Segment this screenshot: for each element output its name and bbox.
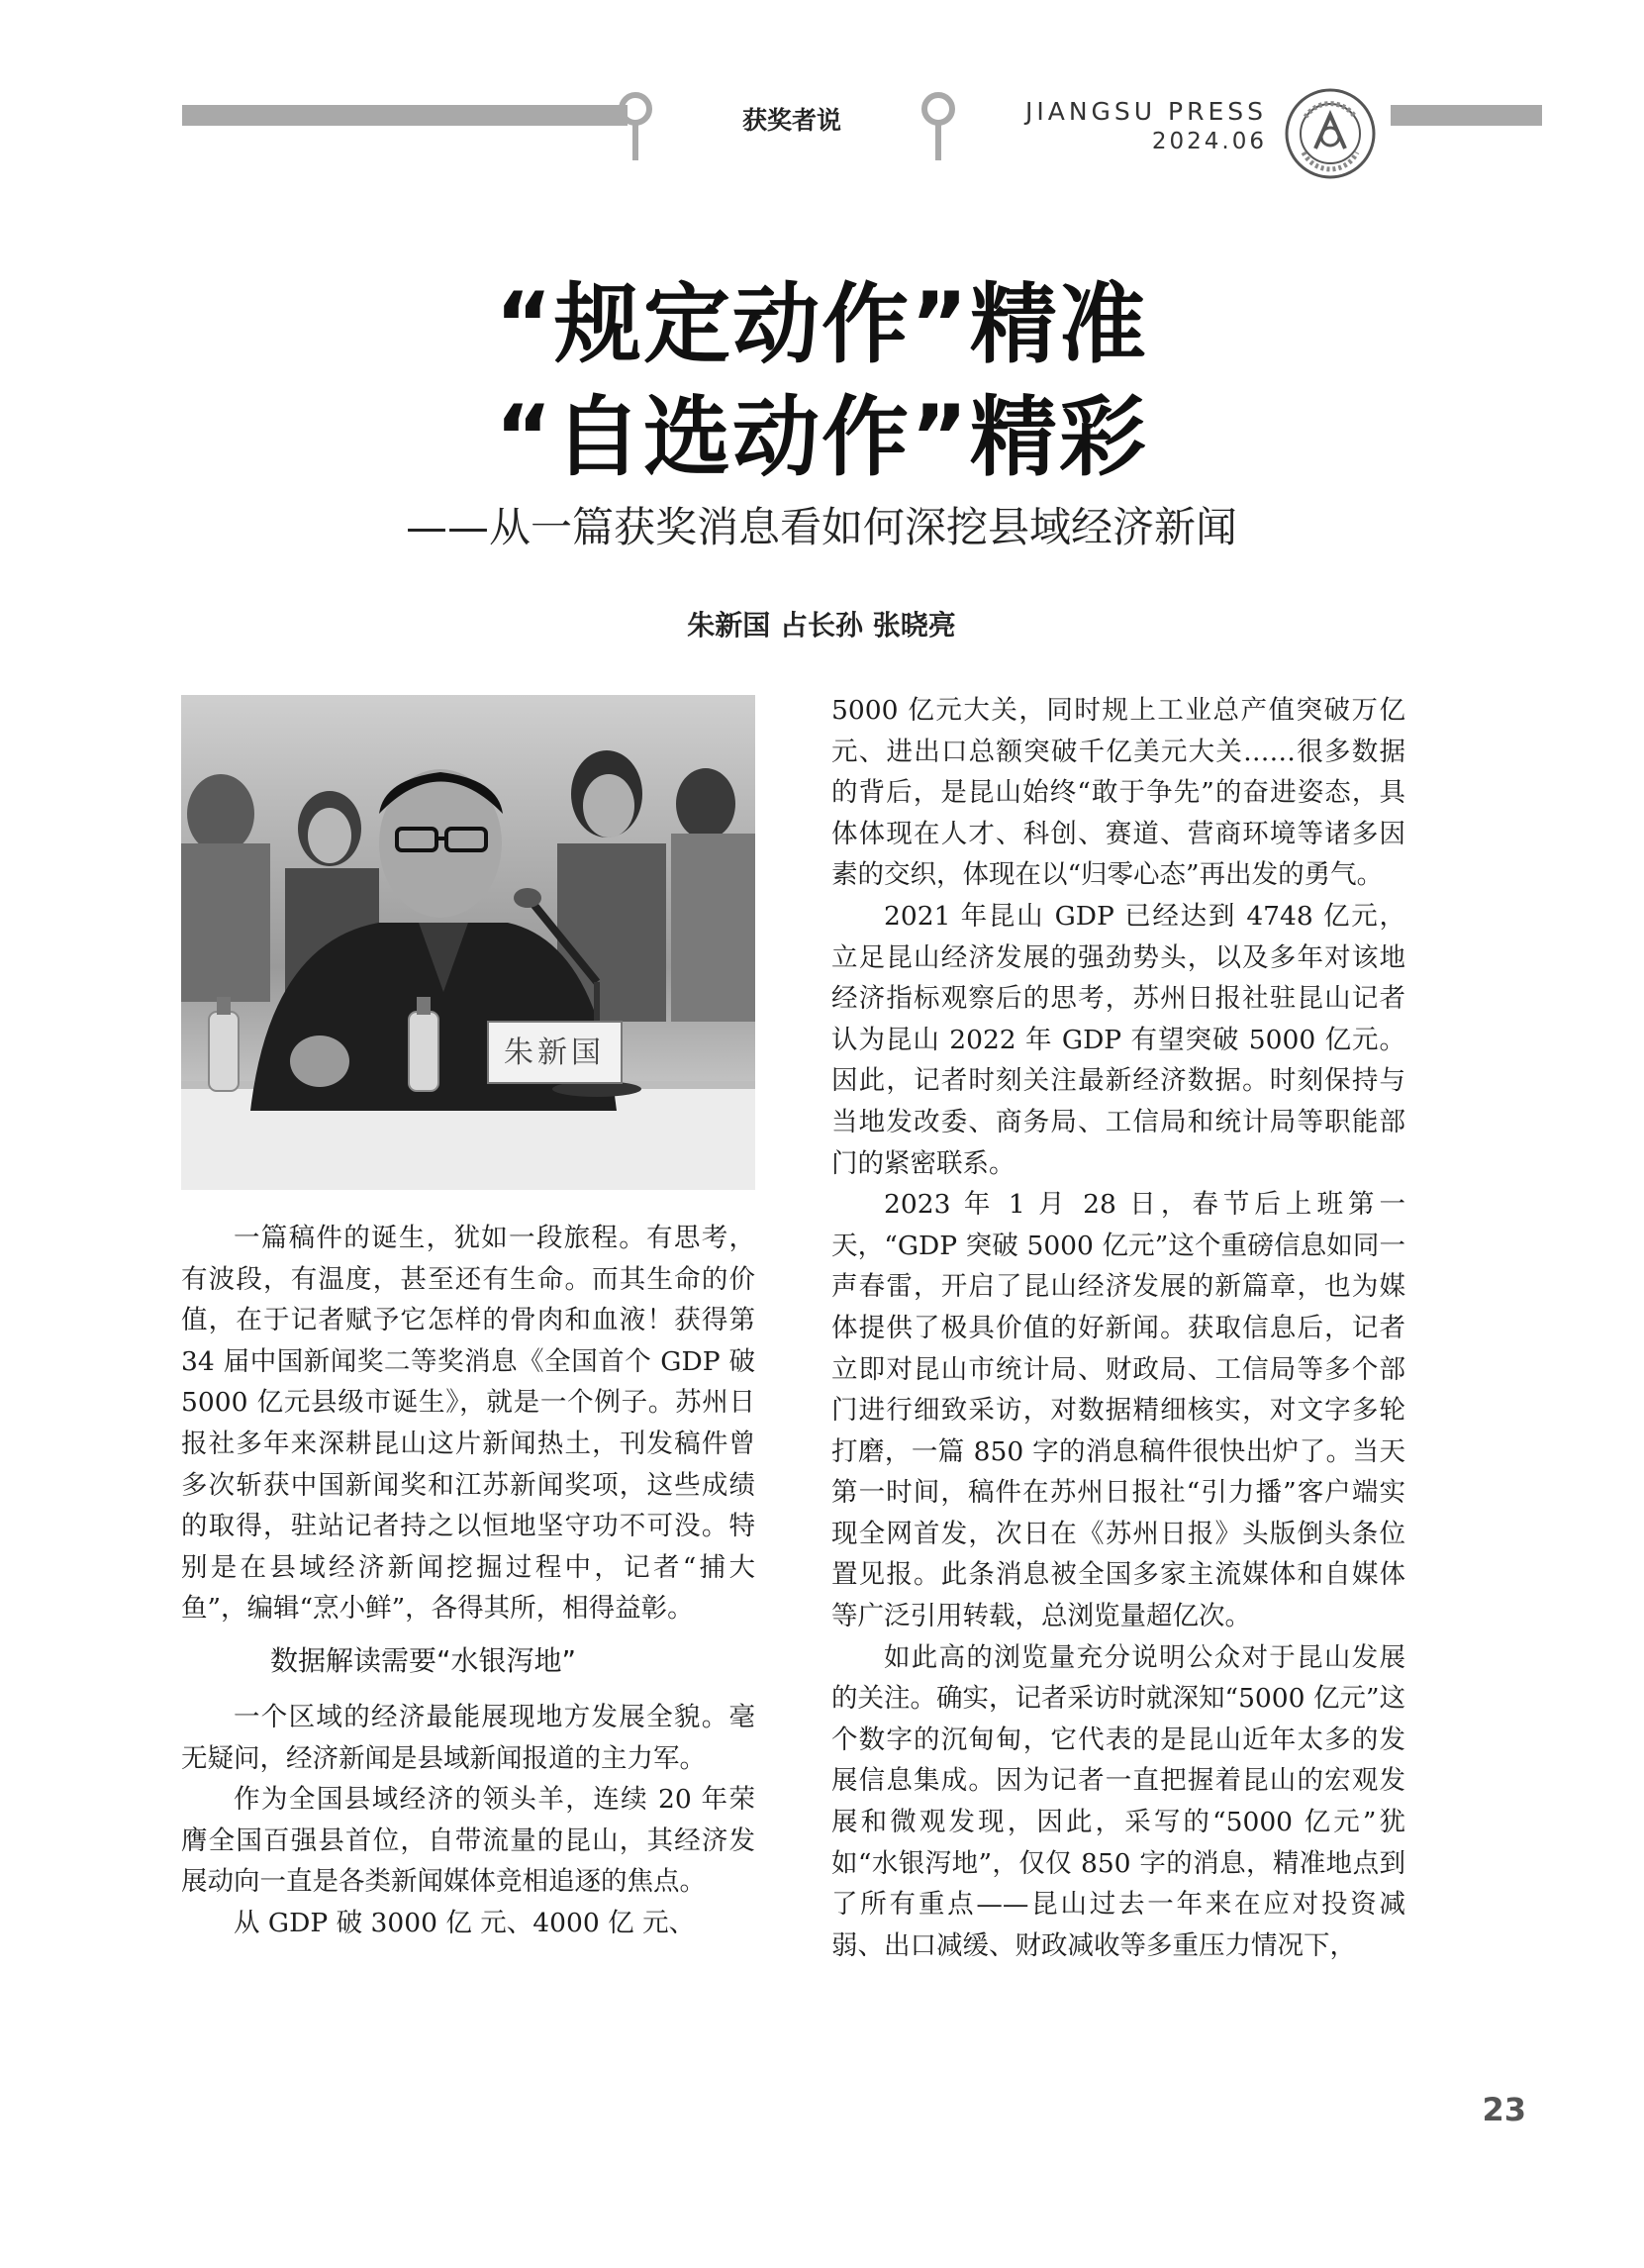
article-title-line-1: “规定动作”精准: [495, 273, 1148, 375]
article-subtitle: ——从一篇获奖消息看如何深挖县域经济新闻: [405, 503, 1237, 551]
section-label: 获奖者说: [741, 106, 841, 135]
page-number: 23: [1482, 2091, 1526, 2128]
article-column-right: [831, 690, 1405, 1966]
header-bar-left: [182, 105, 628, 126]
paragraph: 2021 年昆山 GDP 已经达到 4748 亿元，立足昆山经济发展的强劲势头，以及多年对该地经济指标观察后的思考，苏州日报社驻昆山记者认为昆山 2022 年 GDP 有望突破 5000 亿元。因此，记者时刻关注最新经济数据。时刻保持与当地发改委、商务局、工信局和统计局等职能部门的紧密联系。: [831, 900, 1405, 1179]
section-subheading: 数据解读需要“水银泻地”: [270, 1643, 577, 1677]
paragraph: 从 GDP 破 3000 亿 元、4000 亿 元、: [234, 1907, 696, 1938]
publication-name: JIANGSU PRESS: [1024, 97, 1267, 126]
article-authors: 朱新国 占长孙 张晓亮: [687, 609, 956, 641]
association-seal-icon: [1284, 87, 1377, 180]
speaker-photo: [181, 695, 755, 1190]
publication-block: [998, 97, 1267, 156]
nameplate-text: 朱新国: [504, 1035, 605, 1070]
paragraph: 如此高的浏览量充分说明公众对于昆山发展的关注。确实，记者采访时就深知“5000 亿元”这个数字的沉甸甸，它代表的是昆山近年太多的发展信息集成。因为记者一直把握着昆山的宏观发展和微观发现，因此，采写的“5000 亿元”犹如“水银泻地”，仅仅 850 字的消息，精准地点到了所有重点——昆山过去一年来在应对投资减弱、出口减缓、财政减收等多重压力情况下，: [831, 1641, 1405, 1961]
paragraph: 2023 年 1 月 28 日，春节后上班第一天，“GDP 突破 5000 亿元”这个重磅信息如同一声春雷，开启了昆山经济发展的新篇章，也为媒体提供了极具价值的好新闻。获取信息后，记者立即对昆山市统计局、财政局、工信局等多个部门进行细致采访，对数据精细核实，对文字多轮打磨，一篇 850 字的消息稿件很快出炉了。当天第一时间，稿件在苏州日报社“引力播”客户端实现全网首发，次日在《苏州日报》头版倒头条位置见报。此条消息被全国多家主流媒体和自媒体等广泛引用转载，总浏览量超亿次。: [831, 1189, 1405, 1632]
paragraph-continuation: 5000 亿元大关，同时规上工业总产值突破万亿元、进出口总额突破千亿美元大关……很多数据的背后，是昆山始终“敢于争先”的奋进姿态，具体体现在人才、科创、赛道、营商环境等诸多因素的交织，体现在以“归零心态”再出发的勇气。: [831, 695, 1405, 891]
paragraph: 一篇稿件的诞生，犹如一段旅程。有思考，有波段，有温度，甚至还有生命。而其生命的价值，在于记者赋予它怎样的骨肉和血液！获得第 34 届中国新闻奖二等奖消息《全国首个 GDP 破 5000 亿元县级市诞生》，就是一个例子。苏州日报社多年来深耕昆山这片新闻热土，刊发稿件曾多次斩获中国新闻奖和江苏新闻奖项，这些成绩的取得，驻站记者持之以恒地坚守功不可没。特别是在县域经济新闻挖掘过程中，记者“捕大鱼”，编辑“烹小鲜”，各得其所，相得益彰。: [181, 1223, 755, 1625]
paragraph: 作为全国县域经济的领头羊，连续 20 年荣膺全国百强县首位，自带流量的昆山，其经济发展动向一直是各类新闻媒体竞相追逐的焦点。: [181, 1784, 755, 1898]
header-bar-right: [1391, 105, 1542, 126]
article-column-left: [181, 1218, 755, 1944]
paragraph: 一个区域的经济最能展现地方发展全貌。毫无疑问，经济新闻是县域新闻报道的主力军。: [181, 1701, 755, 1774]
article-title-line-2: “自选动作”精彩: [495, 386, 1148, 488]
map-pin-icon: [920, 91, 956, 162]
issue-date: 2024.06: [1151, 129, 1267, 154]
map-pin-icon: [618, 91, 653, 162]
